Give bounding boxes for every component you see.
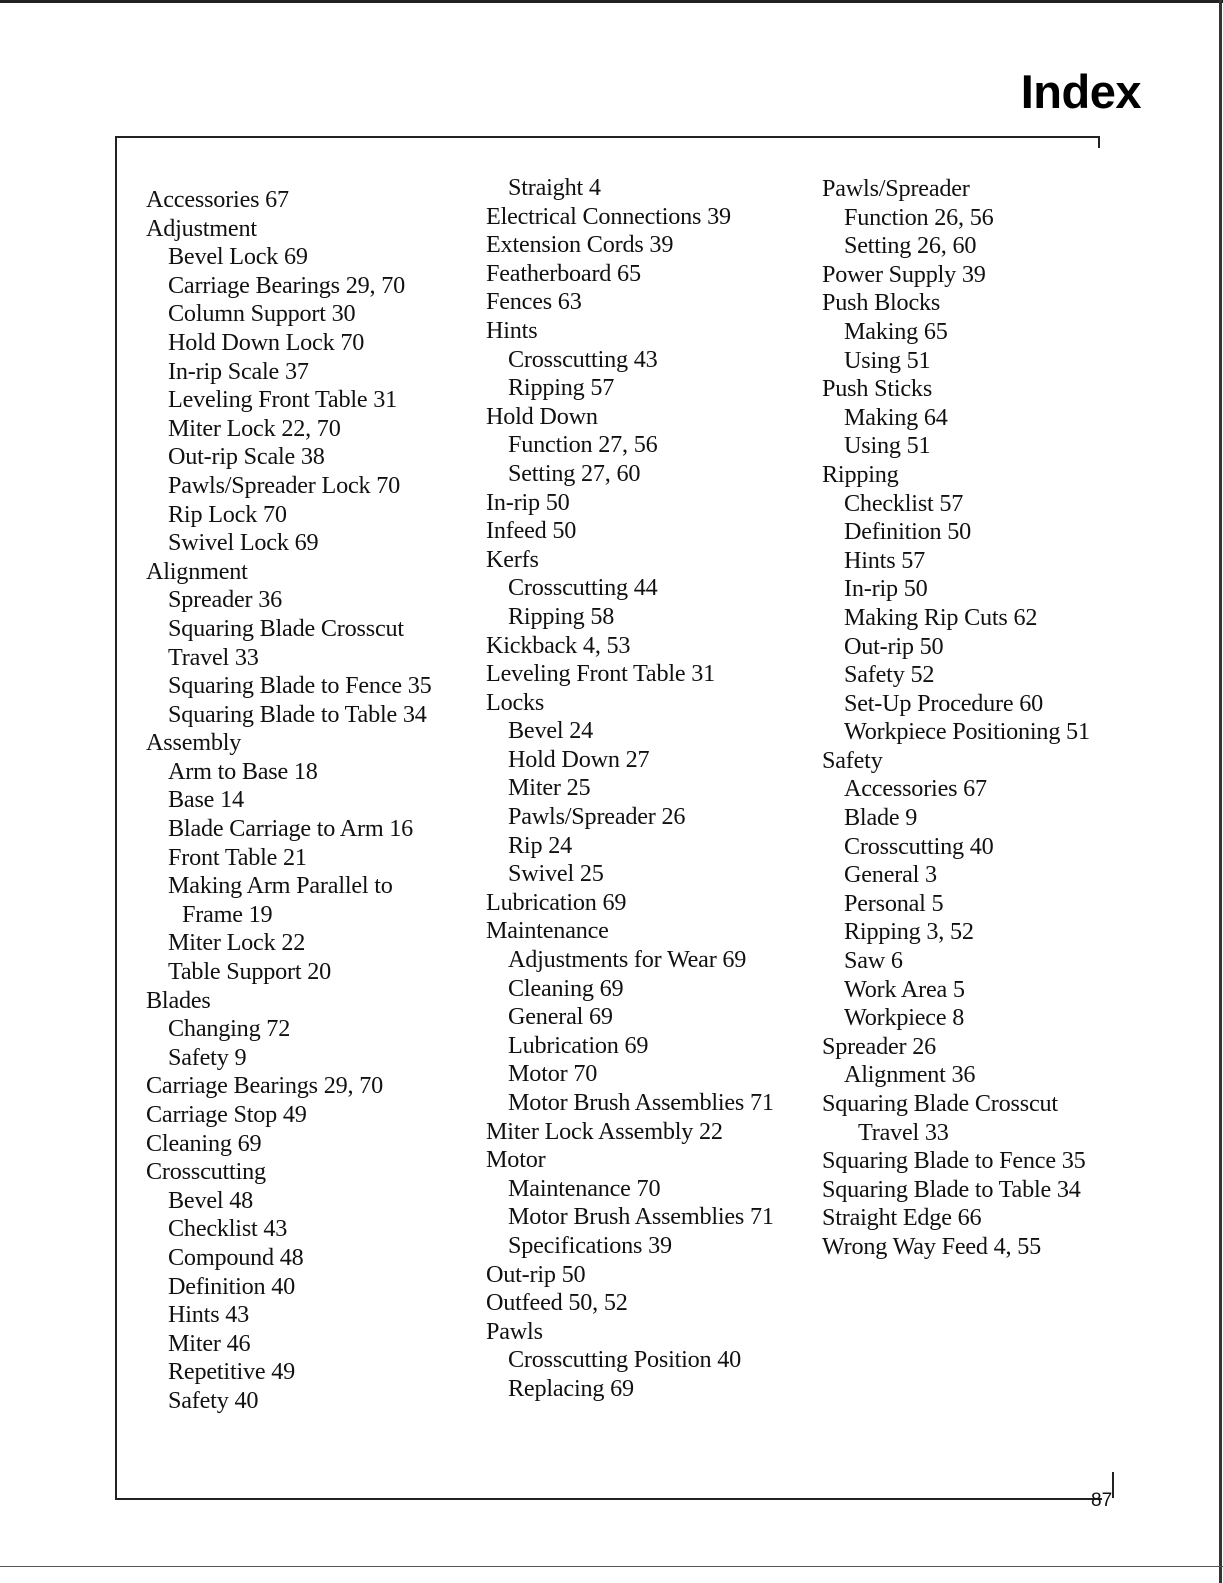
index-subentry: Miter Lock 22, 70 [168, 414, 341, 442]
index-subentry: Motor Brush Assemblies 71 [508, 1089, 774, 1116]
index-heading: Pawls/Spreader [822, 175, 970, 202]
index-subentry: Bevel 48 [168, 1186, 254, 1214]
index-heading: Carriage Stop 49 [146, 1101, 307, 1128]
index-heading: Wrong Way Feed 4, 55 [822, 1232, 1042, 1260]
index-subentry: Motor Brush Assemblies 71 [508, 1203, 774, 1231]
index-subentry: Miter Lock 22 [168, 929, 306, 957]
index-heading: Infeed 50 [486, 517, 577, 545]
index-heading: Hints [486, 316, 538, 344]
index-column-3 [822, 175, 1122, 1262]
index-frame-corner [1098, 136, 1100, 148]
index-subentry: Hints 57 [844, 546, 926, 574]
index-subentry: Changing 72 [168, 1015, 291, 1043]
index-heading: Lubrication 69 [486, 888, 627, 916]
index-subentry: Rip 24 [508, 831, 572, 859]
index-heading: Motor [486, 1146, 546, 1174]
index-subentry: Hints 43 [168, 1301, 250, 1329]
index-heading: Locks [486, 688, 545, 716]
index-heading: Extension Cords 39 [486, 231, 674, 259]
index-subentry: Adjustments for Wear 69 [508, 946, 747, 974]
index-subentry: Function 26, 56 [844, 203, 994, 231]
index-subentry: Checklist 43 [168, 1215, 288, 1243]
index-subentry: Safety 52 [844, 661, 935, 689]
index-subentry: Motor 70 [508, 1060, 598, 1088]
index-subentry: Definition 40 [168, 1272, 296, 1300]
index-subentry: Swivel 25 [508, 860, 604, 888]
index-subentry: In-rip 50 [844, 575, 928, 603]
index-column-2 [486, 174, 806, 1404]
index-subentry: Travel 33 [858, 1118, 949, 1146]
index-heading: Out-rip 50 [486, 1260, 586, 1288]
index-subentry: Squaring Blade to Table 34 [168, 700, 427, 728]
index-subentry: Making 65 [844, 317, 948, 345]
index-heading: Accessories 67 [146, 186, 289, 213]
index-heading: Squaring Blade to Table 34 [822, 1175, 1081, 1203]
index-subentry: Rip Lock 70 [168, 500, 287, 528]
index-subentry: Setting 27, 60 [508, 459, 641, 487]
index-subentry: Replacing 69 [508, 1374, 634, 1402]
index-subentry: Squaring Blade to Fence 35 [168, 672, 432, 700]
index-heading: Leveling Front Table 31 [486, 660, 716, 688]
index-subentry: Blade Carriage to Arm 16 [168, 815, 414, 843]
index-subentry: Specifications 39 [508, 1231, 672, 1259]
index-subentry: Front Table 21 [168, 843, 307, 871]
index-heading: Push Sticks [822, 375, 933, 403]
index-subentry: Column Support 30 [168, 300, 356, 328]
index-subentry: Workpiece Positioning 51 [844, 718, 1090, 746]
index-subentry: Carriage Bearings 29, 70 [168, 271, 406, 299]
index-subentry: Accessories 67 [844, 775, 987, 803]
index-subentry: Making 64 [844, 403, 948, 431]
index-heading: Electrical Connections 39 [486, 202, 731, 230]
index-subentry: Function 27, 56 [508, 431, 658, 459]
index-heading: Fences 63 [486, 288, 582, 316]
index-subentry: Setting 26, 60 [844, 232, 977, 260]
index-subentry: Maintenance 70 [508, 1174, 661, 1202]
index-heading: Blades [146, 986, 211, 1014]
index-subentry: Crosscutting 43 [508, 345, 658, 373]
index-column-1 [146, 186, 466, 1416]
index-subentry: Hold Down Lock 70 [168, 328, 365, 356]
index-subentry: Squaring Blade Crosscut [168, 614, 404, 642]
index-heading: Squaring Blade to Fence 35 [822, 1147, 1086, 1175]
index-heading: Power Supply 39 [822, 260, 986, 288]
index-subentry: Ripping 58 [508, 602, 615, 630]
index-subentry: Personal 5 [844, 889, 944, 917]
index-subentry: Bevel 24 [508, 717, 594, 745]
index-subentry: Bevel Lock 69 [168, 243, 308, 271]
index-heading: Push Blocks [822, 289, 941, 317]
index-heading: Adjustment [146, 214, 257, 242]
index-subentry: Travel 33 [168, 643, 259, 671]
index-subentry: Straight 4 [508, 174, 601, 201]
index-subentry: Spreader 36 [168, 586, 282, 614]
index-subentry: Table Support 20 [168, 958, 332, 986]
index-subentry: Checklist 57 [844, 489, 964, 517]
index-subentry: Cleaning 69 [508, 974, 624, 1002]
index-heading: In-rip 50 [486, 488, 570, 516]
page-number: 87 [1091, 1490, 1113, 1511]
index-heading: Hold Down [486, 402, 598, 430]
index-subentry: Out-rip Scale 38 [168, 443, 325, 471]
index-subentry: General 3 [844, 861, 937, 889]
index-subentry: Safety 40 [168, 1386, 259, 1414]
index-subentry: Crosscutting 40 [844, 832, 994, 860]
index-heading: Outfeed 50, 52 [486, 1289, 628, 1317]
index-heading: Miter Lock Assembly 22 [486, 1117, 723, 1145]
index-heading: Ripping [822, 460, 899, 488]
index-subentry: Repetitive 49 [168, 1358, 296, 1386]
index-heading: Assembly [146, 729, 242, 757]
index-subentry: Work Area 5 [844, 975, 965, 1003]
index-subentry: Pawls/Spreader 26 [508, 803, 686, 831]
index-subentry: Pawls/Spreader Lock 70 [168, 471, 401, 499]
index-subentry: Crosscutting Position 40 [508, 1346, 742, 1374]
index-subentry: Definition 50 [844, 518, 972, 546]
index-frame-corner-bottom [1112, 1472, 1114, 1498]
index-subentry: Hold Down 27 [508, 745, 650, 773]
index-heading: Pawls [486, 1317, 543, 1345]
index-subentry: Swivel Lock 69 [168, 529, 319, 557]
index-subentry: Safety 9 [168, 1043, 247, 1071]
page-title: Index [1020, 65, 1141, 118]
index-heading: Straight Edge 66 [822, 1204, 982, 1232]
index-heading: Kerfs [486, 545, 539, 573]
index-subentry: Using 51 [844, 432, 931, 460]
index-subentry: Saw 6 [844, 947, 903, 975]
index-frame-top-rule [115, 136, 1100, 138]
scan-edge-bottom [0, 1566, 1223, 1567]
index-heading: Squaring Blade Crosscut [822, 1090, 1058, 1117]
index-subentry: General 69 [508, 1003, 613, 1031]
index-subentry: Ripping 57 [508, 374, 615, 402]
index-subentry: In-rip Scale 37 [168, 357, 309, 385]
index-heading: Spreader 26 [822, 1032, 936, 1060]
index-subentry: Ripping 3, 52 [844, 918, 974, 946]
index-subentry: Miter 46 [168, 1329, 251, 1357]
index-subentry: Workpiece 8 [844, 1004, 965, 1032]
scan-edge-right [1219, 0, 1222, 1583]
index-subentry: Lubrication 69 [508, 1031, 649, 1059]
index-subentry: Arm to Base 18 [168, 757, 318, 785]
index-heading: Alignment [146, 557, 248, 585]
index-heading: Featherboard 65 [486, 259, 641, 287]
index-subentry: Crosscutting 44 [508, 574, 658, 602]
index-subentry: Making Arm Parallel to [168, 872, 393, 900]
index-heading: Maintenance [486, 917, 609, 945]
index-subentry: Miter 25 [508, 774, 591, 802]
index-subentry: Alignment 36 [844, 1061, 976, 1089]
index-heading: Carriage Bearings 29, 70 [146, 1072, 384, 1100]
index-subentry: Blade 9 [844, 804, 918, 832]
scan-edge-top [0, 0, 1223, 3]
index-subentry: Compound 48 [168, 1243, 304, 1271]
index-heading: Safety [822, 746, 883, 774]
index-subentry: Frame 19 [182, 900, 273, 928]
index-heading: Crosscutting [146, 1158, 266, 1186]
index-heading: Kickback 4, 53 [486, 631, 631, 659]
index-subentry: Out-rip 50 [844, 632, 944, 660]
index-subentry: Set-Up Procedure 60 [844, 689, 1044, 717]
index-subentry: Leveling Front Table 31 [168, 386, 398, 414]
index-subentry: Making Rip Cuts 62 [844, 603, 1038, 631]
index-heading: Cleaning 69 [146, 1129, 262, 1157]
index-subentry: Base 14 [168, 786, 244, 814]
index-subentry: Using 51 [844, 346, 931, 374]
